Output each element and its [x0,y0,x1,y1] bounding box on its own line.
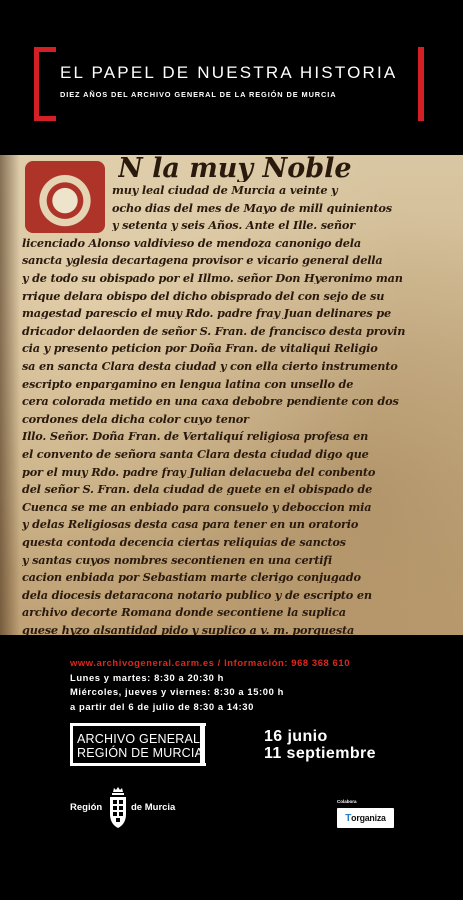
sponsor-logo-name: organiza [351,812,386,823]
manuscript-image [0,155,463,635]
region-logo-left-text: Región [70,802,103,813]
website-info-line: www.archivogeneral.carm.es / Información: 968 368 610 [70,657,351,668]
manuscript-line: dricador delaorden de señor S. Fran. de francisco desta provin [22,325,406,338]
manuscript-heading: N la muy Noble [118,155,352,182]
title-bracket-left [34,47,56,121]
manuscript-line: Cuenca se me an enbiado para consuelo y deboccion mia [22,501,372,514]
manuscript-line: cacion enbiada por Sebastiam marte clerigo conjugado [22,572,361,584]
manuscript-line: sancta yglesia decartagena provisor e vicario general della [22,255,383,267]
manuscript-line: questa contoda decencia ciertas reliquias de sanctos [22,537,346,549]
end-date: 11 septiembre [264,745,376,762]
sponsor-logo [337,808,394,828]
manuscript-line: dela diocesis detaracona notario publico y de escripto en [22,589,372,602]
page-subtitle: DIEZ AÑOS DEL ARCHIVO GENERAL DE LA REGIÓN DE MURCIA [60,90,337,99]
sponsor-logo-t: T [345,812,352,824]
title-bracket-right [418,47,424,121]
start-date: 16 junio [264,728,328,745]
info-block [70,656,350,714]
manuscript-line: del señor S. Fran. dela ciudad de guete en el obispado de [22,484,373,496]
manuscript-line: ocho dias del mes de Mayo de mill quinientos [112,202,392,214]
illuminated-initial [25,161,105,233]
sponsor-label: Colabora [337,799,357,804]
hours-line-2: Miércoles, jueves y viernes: 8:30 a 15:00 h [70,686,284,697]
manuscript-line: rrique delara obispo del dicho obisprado del con sejo de su [22,290,385,302]
hours-line-3: a partir del 6 de julio de 8:30 a 14:30 [70,700,254,712]
manuscript-line: y setenta y seis Años. Ante el Ille. señor [112,220,355,232]
manuscript-line: magestad parescio el muy Rdo. padre fray Juan delinares pe [22,308,391,320]
archive-logo-line2: REGIÓN DE MURCIA [77,746,204,760]
manuscript-line: y de todo su obispado por el Illmo. señor Don Hyeronimo man [22,273,403,285]
manuscript-line: archivo decorte Romana donde secontiene la suplica [22,607,346,619]
crest-icon [107,786,129,830]
manuscript-line: cera colorada metido en una caxa debobre pendiente con dos [22,396,399,408]
manuscript-line: el convento de señora santa Clara desta ciudad digo que [22,449,369,461]
manuscript-line: escripto enpargamino en lengua latina con unsello de [22,378,354,390]
page-title: EL PAPEL DE NUESTRA HISTORIA [60,63,398,82]
manuscript-line: Illo. Señor. Doña Fran. de Vertaliquí religiosa profesa en [22,431,369,443]
manuscript-line: y delas Religiosas desta casa para tener en un oratorio [22,519,359,531]
manuscript-line: licenciado Alonso valdivieso de mendoza canonigo dela [22,237,361,250]
archive-logo-line1: ARCHIVO GENERAL [77,732,201,746]
region-logo-right-text: de Murcia [131,802,176,813]
manuscript-line: quese hyzo alsantidad pido y suplico a v. m. porquesta [22,625,355,635]
sponsor-logo-text [345,813,386,824]
hours-line-1: Lunes y martes: 8:30 a 20:30 h [70,671,225,683]
manuscript-line: por el muy Rdo. padre fray Julian delacueba del conbento [22,466,376,478]
manuscript-line: sa en sancta Clara desta ciudad y con ella cierto instrumento [22,361,398,373]
manuscript-line: muy leal ciudad de Murcia a veinte y [112,185,338,197]
manuscript-line: cordones dela dicha color cuyo tenor [22,413,249,426]
manuscript-line: cia y presento peticion por Doña Fran. de vitaliqui Religio [22,343,378,355]
manuscript-line: y santas cuyos nombres secontienen en una certifi [22,554,333,566]
